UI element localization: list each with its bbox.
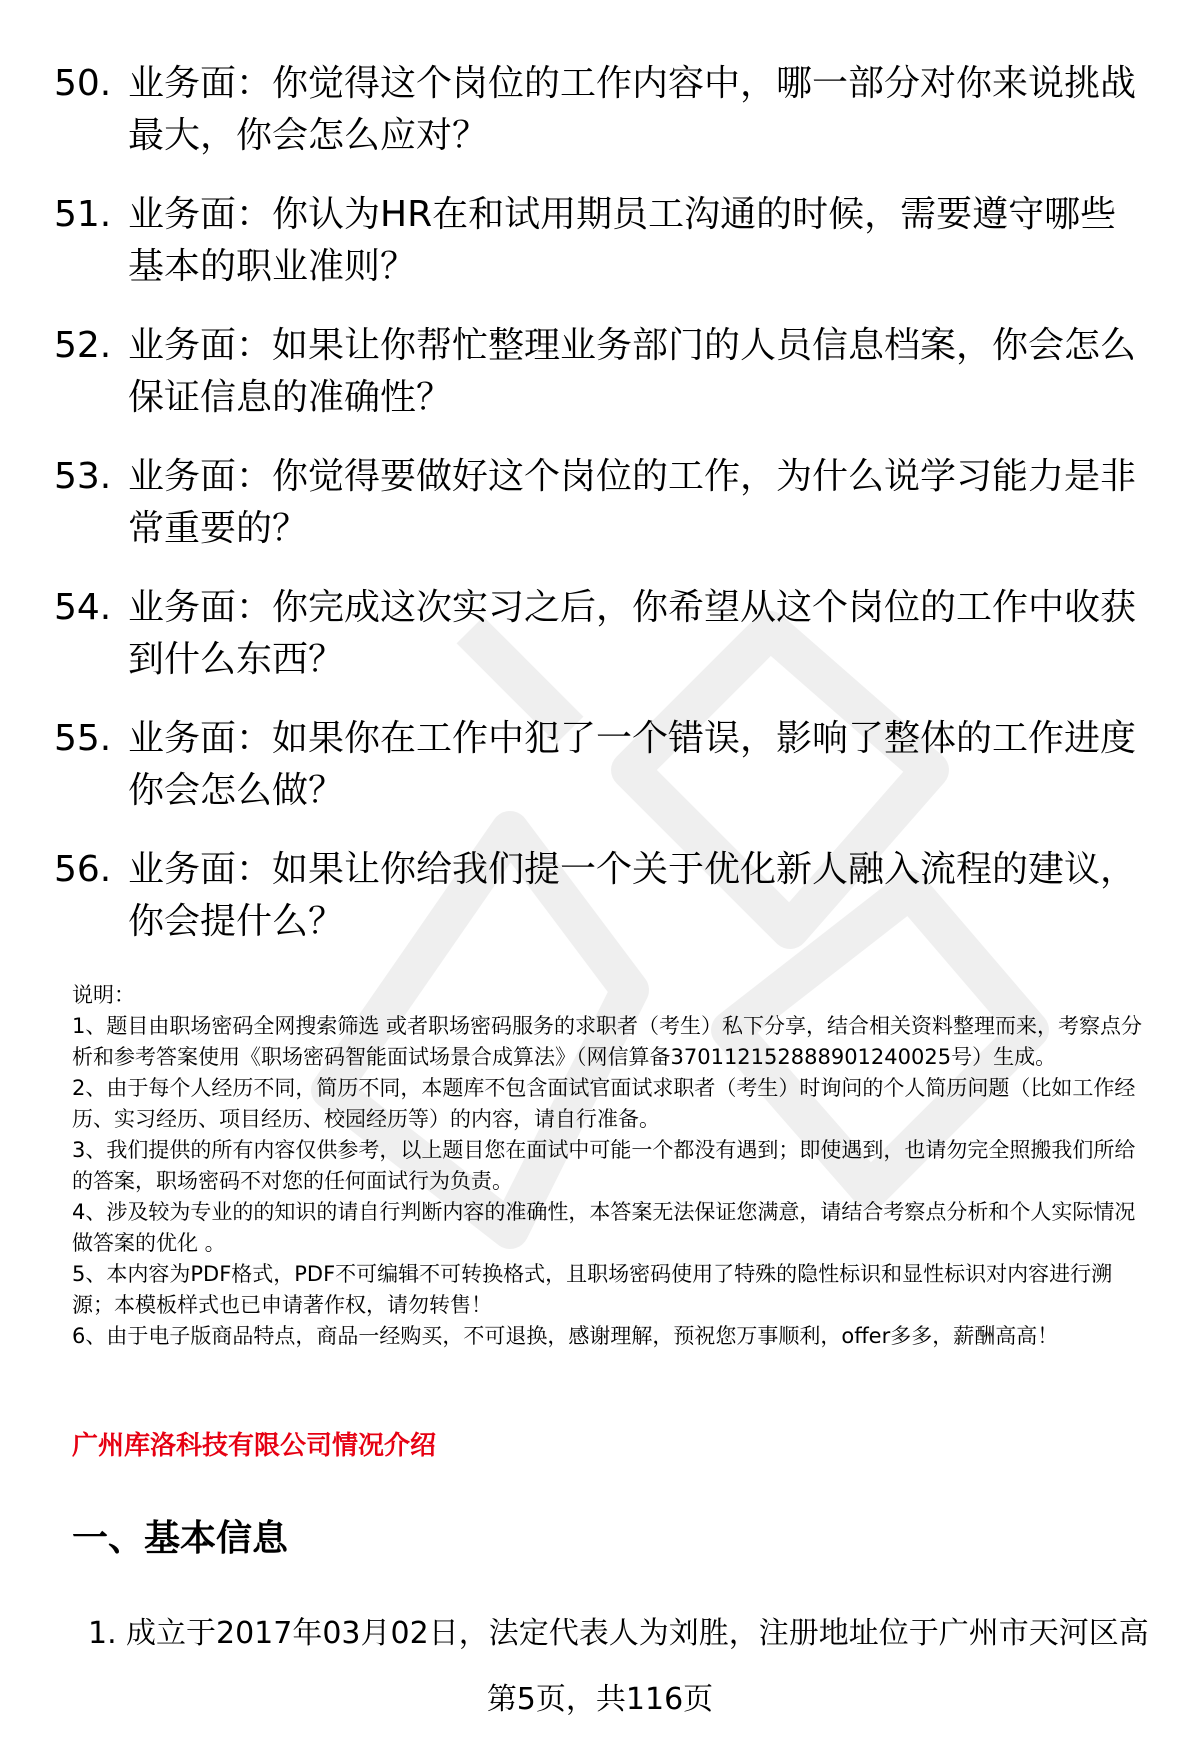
note-item: 1、题目由职场密码全网搜索筛选 或者职场密码服务的求职者（考生）私下分享，结合相关资料整理而来，考察点分析和参考答案使用《职场密码智能面试场景合成算法》（网信算备370112152888901240025号）生成。: [72, 1014, 1143, 1069]
question-item: [54, 582, 1154, 686]
question-item: [54, 58, 1154, 162]
question-number: 55.: [54, 718, 112, 759]
question-number: 52.: [54, 325, 112, 366]
question-text: 业务面：你完成这次实习之后，你希望从这个岗位的工作中收获到什么东西？: [128, 587, 1137, 680]
info-item-text: 成立于2017年03月02日，法定代表人为刘胜，注册地址位于广州市天河区高: [126, 1616, 1149, 1651]
question-item: [54, 320, 1154, 424]
info-list-item: [88, 1612, 1168, 1656]
question-text: 业务面：如果让你给我们提一个关于优化新人融入流程的建议，你会提什么？: [128, 849, 1137, 942]
question-number: 51.: [54, 194, 112, 235]
question-text: 业务面：你认为HR在和试用期员工沟通的时候，需要遵守哪些基本的职业准则？: [128, 194, 1117, 287]
question-text: 业务面：你觉得要做好这个岗位的工作，为什么说学习能力是非常重要的？: [128, 456, 1137, 549]
note-item: 5、本内容为PDF格式，PDF不可编辑不可转换格式，且职场密码使用了特殊的隐性标识和显性标识对内容进行溯源；本模板样式也已申请著作权，请勿转售！: [72, 1262, 1113, 1317]
note-item: 6、由于电子版商品特点，商品一经购买，不可退换，感谢理解，预祝您万事顺利，offer多多，薪酬高高！: [72, 1324, 1059, 1348]
info-item-number: 1.: [88, 1616, 117, 1651]
notes-section: [72, 980, 1152, 1352]
question-item: [54, 844, 1154, 948]
question-number: 54.: [54, 587, 112, 628]
notes-heading: 说明：: [72, 983, 135, 1007]
question-item: [54, 451, 1154, 555]
company-title: 广州库洛科技有限公司情况介绍: [72, 1431, 437, 1461]
question-text: 业务面：如果让你帮忙整理业务部门的人员信息档案，你会怎么保证信息的准确性？: [128, 325, 1137, 418]
note-item: 2、由于每个人经历不同，简历不同，本题库不包含面试官面试求职者（考生）时询问的个人简历问题（比如工作经历、实习经历、项目经历、校园经历等）的内容，请自行准备。: [72, 1076, 1136, 1131]
page-footer: 第5页，共116页: [486, 1682, 714, 1717]
note-item: 3、我们提供的所有内容仅供参考，以上题目您在面试中可能一个都没有遇到；即使遇到，也请勿完全照搬我们所给的答案，职场密码不对您的任何面试行为负责。: [72, 1138, 1136, 1193]
section-heading: 一、基本信息: [72, 1518, 289, 1559]
question-item: [54, 713, 1154, 817]
note-item: 4、涉及较为专业的的知识的请自行判断内容的准确性，本答案无法保证您满意，请结合考察点分析和个人实际情况做答案的优化 。: [72, 1200, 1136, 1255]
question-text: 业务面：你觉得这个岗位的工作内容中，哪一部分对你来说挑战最大，你会怎么应对？: [128, 63, 1137, 156]
question-number: 56.: [54, 849, 112, 890]
question-number: 50.: [54, 63, 112, 104]
question-item: [54, 189, 1154, 293]
question-text: 业务面：如果你在工作中犯了一个错误，影响了整体的工作进度你会怎么做？: [128, 718, 1137, 811]
question-list: [54, 58, 1154, 975]
question-number: 53.: [54, 456, 112, 497]
